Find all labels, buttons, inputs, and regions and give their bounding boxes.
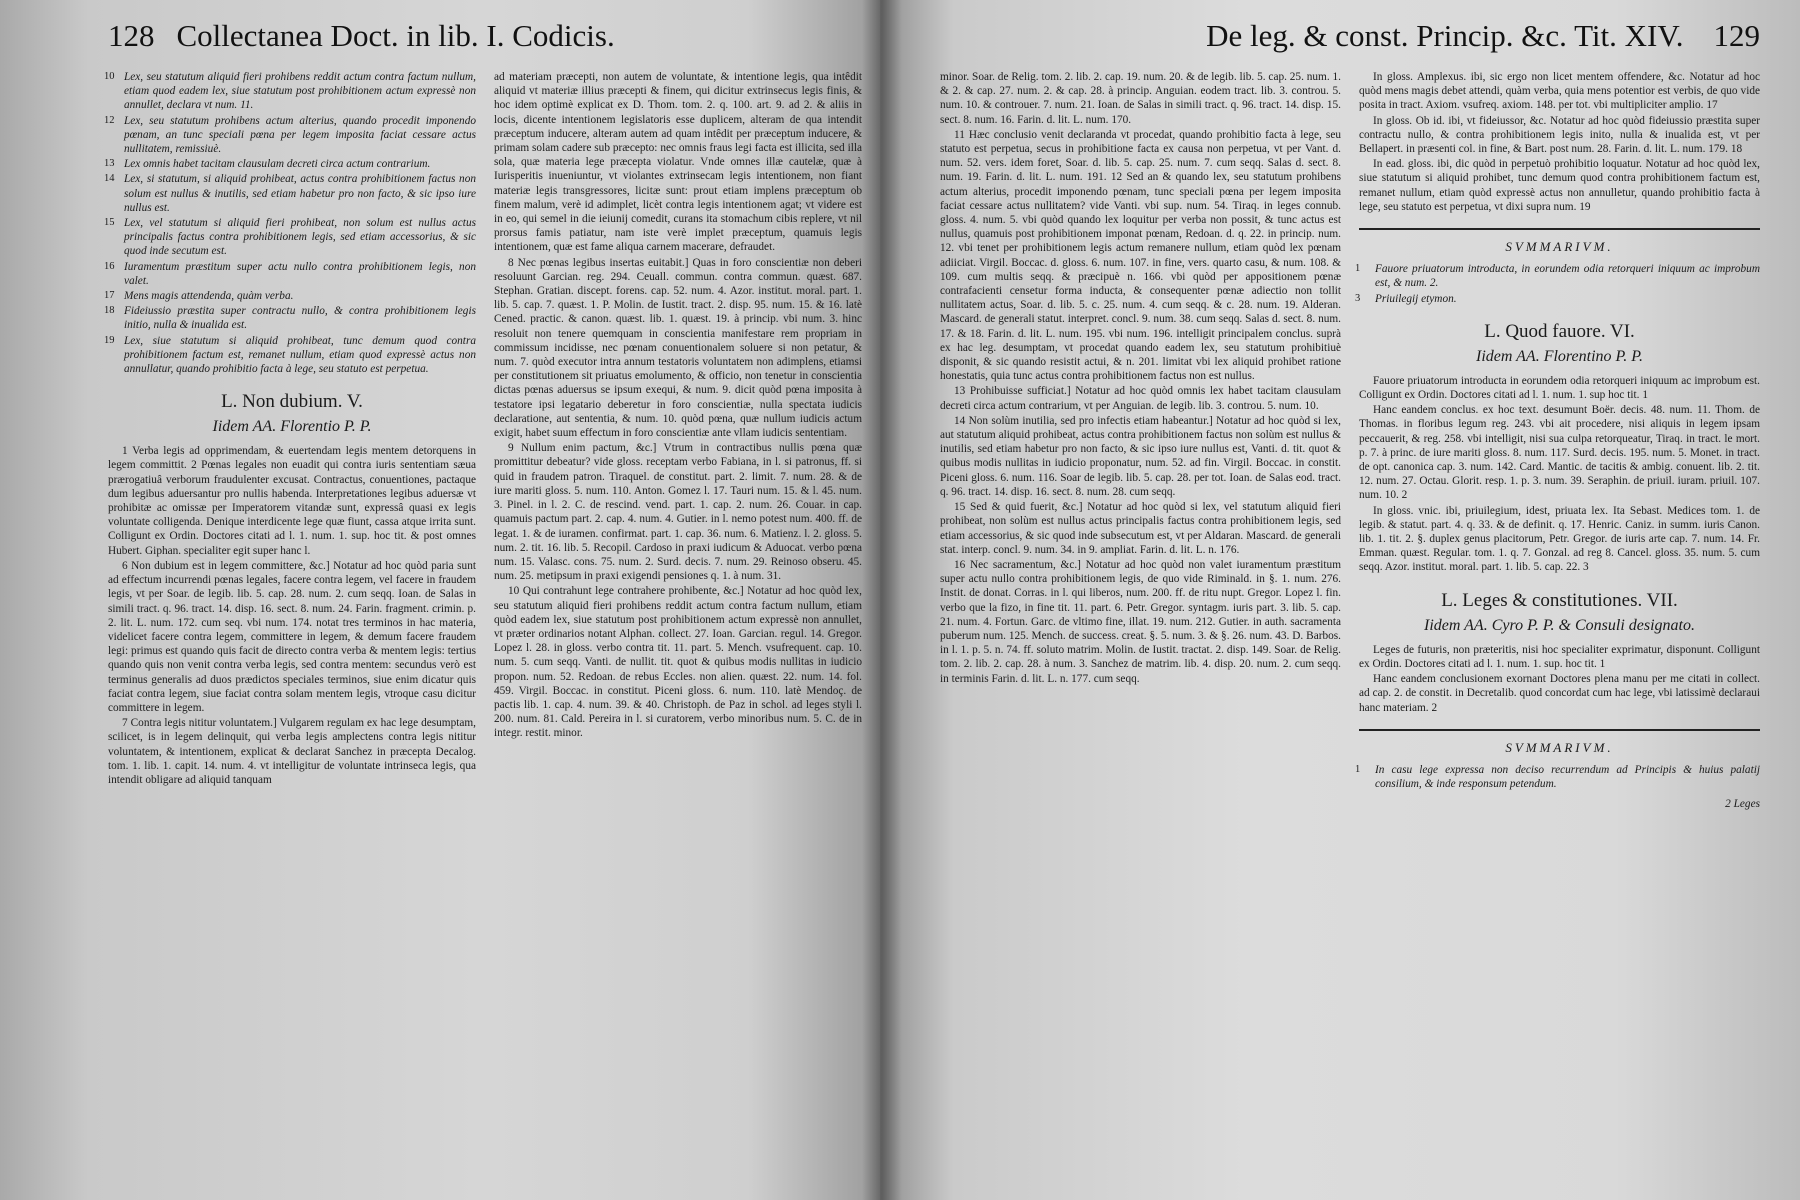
- summary-item: [104, 289, 476, 303]
- summary-item: [104, 260, 476, 288]
- summarium-heading: SVMMARIVM.: [1359, 729, 1760, 755]
- summary-number: 1: [1355, 263, 1361, 275]
- commentary-paragraph: Leges de futuris, non præteritis, nisi hoc specialiter exprimatur, disponunt. Colligunt ex Ordin. Doctores citati ad l. 1. num. 1. sup. hoc tit. 1: [1359, 643, 1760, 670]
- summary-text: Lex, seu statutum prohibens actum alterius, quando procedit imponendo pœnam, an tunc speciali pœna per legem imposita faciat cessare actus nullitatem, remissiuè.: [124, 114, 476, 156]
- summary-number: 16: [104, 260, 115, 272]
- summary-number: 10: [104, 71, 115, 82]
- left-running-title: Collectanea Doct. in lib. I. Codicis.: [176, 18, 615, 53]
- column-3: [940, 70, 1341, 812]
- summary-item: [104, 157, 476, 171]
- summary-text: In casu lege expressa non deciso recurrendum ad Principis & huius palatij consilium, & inde responsum petendum.: [1375, 763, 1760, 791]
- commentary-paragraph: 6 Non dubium est in legem committere, &c.] Notatur ad hoc quòd paria sunt ad effectum incurrendi pœnas legales, facere contra legem, vel facere in fraudem legis, vt per Soar. de legib. lib. 5. cap. 28. num. 2. cum seqq. Ioan. de Salas in simili tract. q. 96. tract. 14. disp. 16. sect. 8. num. 24. Farin. fragment. crimin. p. 2. lit. L. num. 172. cum seq. vbi num. 174. notat tres terminos in hac materia, videlicet facere contra legem, committere in legem, & demum facere fraudem legi: primus est quando quis facit de directo contra verba & mentem legis: tertius quando quis non venit contra verba legis, sed contra mentem: secundus verò est terminus generalis ad duos prædictos speciales terminos, siue enim dicatur quis faciat contra legem, siue faciat contra solam mentem legis, vtroque casu dicitur committere in legem.: [108, 559, 476, 714]
- summary-number: 18: [104, 305, 115, 317]
- commentary-paragraph: In gloss. vnic. ibi, priuilegium, idest, priuata lex. Ita Sebast. Medices tom. 1. de legib. & statut. part. 4. q. 33. & de definit. q. 17. Henric. Caniz. in summ. iuris Canon. lib. 1. tit. 2. §. duplex genus placitorum, Petr. Gregor. de iuris arte cap. 7. num. 14. Fr. Emman. quæst. Regular. tom. 1. q. 7. Gonzal. ad reg 8. Cancel. gloss. 35. num. 5. cum seqq. Azor. institut. moral. part. 1. lib. 5. cap. 22. 3: [1359, 504, 1760, 574]
- summary-number: 12: [104, 114, 115, 126]
- commentary-paragraph: 1 Verba legis ad opprimendam, & euertendam legis mentem detorquens in legem committit. 2 Pœnas legales non euadit qui contra iuris sententiam sæua prærogatiuâ verborum fraudulenter excusat. Contractus, conuentiones, pactaque dum legibus aduersantur pro nullis habenda. Interpretationes legibus aduersæ vt prohibitæ ac omissæ per Imperatorem vitandæ sunt, expressâ quasi ex legis voluntate colligenda. Denique interdicente lege quæ fiunt, cassa atque irrita sunt. Colligunt ex Ordin. Doctores citati ad l. 1. num. 1. sup. hoc tit. & post omnes Hubert. Giphan. specialiter egit super hanc l.: [108, 445, 476, 557]
- right-page-number: 129: [1713, 18, 1760, 53]
- law-title-v: L. Non dubium. V.: [221, 391, 363, 413]
- commentary-paragraph: 10 Qui contrahunt lege contrahere prohibente, &c.] Notatur ad hoc quòd lex, seu statutum aliquid fieri prohibens reddit actum contra factum nullum, etiam quòd eadem lex, siue statutum post prohibitionem actum expressè non annullet, vt præter ordinarios notant Alphan. collect. 27. Ioan. Garcian. regul. 14. Gregor. Lopez l. 28. in gloss. verbo contra tit. 11. part. 5. Mench. vsufrequent. cap. 10. num. 5. cum seqq. Vanti. de nullit. tit. quot & quibus modis nullitas in iudicio propon. num. 52. Redoan. de rebus Eccles. non alien. quæst. 22. num. 14. fol. 459. Virgil. Boccac. in constitut. Piceni gloss. 6. num. 110. latè Mendoç. de pactis lib. 1. cap. 4. num. 39. & 40. Christoph. de Paz in schol. ad leges styli l. 200. num. 81. Cald. Pereira in l. si curatorem, verbo minoribus num. 5. C. de in integr. restit. minor.: [494, 585, 862, 740]
- commentary-paragraph: 16 Nec sacramentum, &c.] Notatur ad hoc quòd non valet iuramentum præstitum super actu nullo contra prohibitionem legis, de quo vide Riminald. in §. 1. num. 276. Instit. de donat. Corras. in l. qui liberos, num. 200. ff. de ritu nupt. Gregor. Lopez l. fin. verbo que la fizo, in fine tit. 11. part. 6. Petr. Gregor. syntagm. iuris part. 3. lib. 5. cap. 21. num. 4. Fortun. Garc. de vltimo fine, illat. 19. num. 212. Gutier. in auth. sacramenta puberum num. 125. Mench. de success. creat. §. 5. num. 3. & §. 26. num. 43. D. Barbos. in l. 1. p. 5. n. 74. ff. soluto matrim. Molin. de Iustit. tractat. 2. disp. 149. Soar. de Relig. tom. 2. lib. 2. cap. 28. à num. 3. Sanchez de matrim. lib. 4. disp. 20. num. 2. cum seqq. in terminis Farin. d. lit. L. n. 177. cum seqq.: [940, 558, 1341, 685]
- right-columns: [940, 70, 1760, 812]
- gloss-paragraph: In ead. gloss. ibi, dic quòd in perpetuò prohibitio loquatur. Notatur ad hoc quòd lex, siue statutum si aliquid prohibet, tunc demum quod contra prohibitionem factum est, remanet nullum, etiam quòd expressè actus non annulletur, quando prohibitio facta à lege, seu statuto est perpetua, vt dixi supra num. 19: [1359, 158, 1760, 213]
- commentary-paragraph: 14 Non solùm inutilia, sed pro infectis etiam habeantur.] Notatur ad hoc quòd si lex, aut statutum aliquid prohibeat, actus contra prohibitionem factus non solùm est nullus & inutilis, sed etiam habetur pro non facto, & sic ipso iure nullus est, Vanti. d. tit. quot & quibus modis nullitas in iudicio proponatur, num. 52. ad fin. Virgil. Boccac. in constit. Piceni gloss. 6. num. 116. Soar de legib. lib. 5. cap. 28. per tot. Ioan. de Salas eod. tract. q. 96. tract. 14. disp. 16. sect. 8. num. 28. cum seqq.: [940, 414, 1341, 498]
- summary-item: [1355, 292, 1760, 306]
- commentary-paragraph: Fauore priuatorum introducta in eorundem odia retorqueri iniquum ac improbum est. Colligunt ex Ordin. Doctores citati ad l. 1. num. 1. sup hoc tit. 1: [1359, 374, 1760, 402]
- summary-item: [104, 114, 476, 157]
- summarium-heading: SVMMARIVM.: [1359, 228, 1760, 254]
- commentary-paragraph: 11 Hæc conclusio venit declaranda vt procedat, quando prohibitio facta à lege, seu statuto est perpetua, secus in prohibitione facta ex causa non perpetua, vt per Vant. d. num. 52. vers. idem foret, Soar. d. lib. 5. cap. 25. num. 7. cum seqq. Salas d. sect. 8. num. 19. Farin. d. lit. L. num. 191. 12 Sed an & quando lex, seu statutum prohibens actum alterius, procedit imponendo pœnam, tunc speciali pœna per legem imposita faciat cessare actus nullitatem? vide Vanti. vbi sup. num. 54. Tiraq. in leges connub. gloss. 4. num. 5. vbi quòd quando lex loquitur per verba non possit, & tunc actus est nullus, quamuis post prohibitionem imponat pœnam, Redoan. d. q. 22. in princip. num. 12. vbi tenet per prohibitionem legis actum remanere nullum, etiam quòd lex pœnam adiiciat. Virgil. Boccac. d. gloss. 6. num. 107. in fine, vers. quarto casu, & num. 108. & 109. cum multis seqq. & præcipuè n. 166. vbi quòd per appositionem pœnæ contrafacienti censetur forma inducta, & consequenter pœnæ adiectio non tollit nullitatem actus, Soar. d. lib. 5. c. 25. num. 4. cum seqq. & c. 28. num. 19. Alderan. Mascard. de generali statut. interpret. concl. 9. num. 38. cum seqq. Salas d. sect. 8. num. 17. & 18. Farin. d. lit. L. num. 195. vbi num. 196. intelligit principalem conclus. suprà ex hac leg. desumptam, vt procedat quando eadem lex, seu statutum prohibitiuè disponit, & sic quando resistit actui, & n. 201. limitat vbi lex aliquid prohibet ratione honestatis, quia tunc actus contra prohibitionem factus non est nullus.: [940, 128, 1341, 383]
- summary-item: [1355, 262, 1760, 290]
- commentary-paragraph: 9 Nullum enim pactum, &c.] Vtrum in contractibus nullis pœna quæ promittitur debeatur? vide gloss. receptam verbo Fabiana, in l. si patronus, ff. si quid in fraudem patron. Tiraquel. de constitut. part. 2. limit. 7. num. 28. & de iure mariti gloss. 5. num. 110. Anton. Gomez l. 17. Tauri num. 15. & l. 45. num. 3. Pinel. in l. 2. C. de rescind. vend. part. 1. cap. 2. num. 26. Couar. in cap. quamuis pactum part. 2. cap. 4. num. 4. Gutier. in l. nemo potest num. 400. ff. de legat. 1. & de iuramen. confirmat. part. 1. cap. 36. num. 6. Matienz. l. 2. gloss. 5. num. 2. tit. 16. lib. 5. Recopil. Cardoso in praxi iudicum & Aduocat. verbo pœna num. 15. Valasc. cons. 75. num. 2. Surd. decis. 7. num. 29. Reinoso obseru. 45. num. 25. metipsum in praxi exigendi pensiones q. 1. à num. 31.: [494, 442, 862, 583]
- law-title-vi: L. Quod fauore. VI.: [1484, 320, 1635, 342]
- commentary-paragraph: Hanc eandem conclusionem exornant Doctores plena manu per me citati in collect. ad cap. 2. de constit. in Decretalib. quod concordat cum hac lege, vbi latissimè declaraui hanc materiam. 2: [1359, 673, 1760, 714]
- summary-number: 14: [104, 173, 115, 185]
- law-addressees-v: Iidem AA. Florentio P. P.: [212, 418, 372, 436]
- summary-text: Fideiussio præstita super contractu nullo, & contra prohibitionem legis initio, nulla & inualida est.: [124, 305, 476, 332]
- summary-text: Lex omnis habet tacitam clausulam decreti circa actum contrarium.: [124, 158, 431, 171]
- summary-item: [104, 334, 476, 377]
- catchword: 2 Leges: [1725, 798, 1760, 811]
- law-addressees-vi: Iidem AA. Florentino P. P.: [1476, 347, 1643, 365]
- summary-text: Mens magis attendenda, quàm verba.: [124, 290, 294, 303]
- summary-number: 3: [1355, 292, 1361, 304]
- summary-item: [104, 216, 476, 259]
- left-page: [0, 0, 880, 1200]
- commentary-paragraph: minor. Soar. de Relig. tom. 2. lib. 2. cap. 19. num. 20. & de legib. lib. 5. cap. 25. num. 1. & 2. & cap. 27. num. 2. & cap. 28. à princip. Anguian. eodem tract. lib. 3. controu. 5. num. 10. & controuer. 7. num. 21. Ioan. de Salas in simili tract. q. 96. tract. 14. disp. 15. sect. 8. num. 16. Farin. d. lit. L. num. 170.: [940, 71, 1341, 126]
- left-page-number: 128: [108, 18, 155, 53]
- summary-text: Lex, seu statutum aliquid fieri prohibens reddit actum contra factum nullum, etiam quod eadem lex, siue statutum post prohibitionem actum expressè non annullet, declara vt num. 11.: [124, 71, 476, 112]
- commentary-paragraph: 13 Prohibuisse sufficiat.] Notatur ad hoc quòd omnis lex habet tacitam clausulam decreti circa actum contrarium, vt per Anguian. de legib. lib. 3. controu. 5. num. 10.: [940, 385, 1341, 412]
- summary-text: Fauore priuatorum introducta, in eorundem odia retorqueri iniquum ac improbum est, & num. 2.: [1375, 263, 1760, 290]
- left-columns: [104, 70, 862, 788]
- commentary-paragraph: 15 Sed & quid fuerit, &c.] Notatur ad hoc quòd si lex, vel statutum aliquid fieri prohibeat, non solùm est nullus actus principalis factus contra prohibitionem legis, sed etiam accessorius, & sic quod inde subsecutum est, vt per Aldaran. Mascard. de generali stat. interp. concl. 9. num. 34. in 9. ampliat. Farin. d. lit. L. n. 176.: [940, 501, 1341, 556]
- summary-item: [104, 172, 476, 215]
- column-4: [1355, 70, 1760, 812]
- summary-text: Lex, siue statutum si aliquid prohibeat, tunc demum quod contra prohibitionem factum est, remanet nullum, etiam quod expressè actus non annullatur, quando prohibitio facta à lege, seu statuto est perpetua.: [124, 334, 476, 376]
- right-running-title: De leg. & const. Princip. &c. Tit. XIV.: [1206, 18, 1684, 53]
- summary-number: 19: [104, 334, 115, 346]
- column-1: [104, 70, 476, 788]
- gloss-paragraph: In gloss. Amplexus. ibi, sic ergo non licet mentem offendere, &c. Notatur ad hoc quòd mens magis debet attendi, quàm verba, quia mens potentior est verbis, de quo vide posita in tract. Axiom. vsufreq. axiom. 148. per tot. vbi multipliciter amplio. 17: [1359, 71, 1760, 112]
- summary-number: 13: [104, 158, 115, 170]
- summary-text: Iuramentum præstitum super actu nullo contra prohibitionem legis, non valet.: [124, 260, 476, 287]
- summary-item: [104, 70, 476, 113]
- commentary-paragraph: Hanc eandem conclus. ex hoc text. desumunt Boër. decis. 48. num. 11. Thom. de Thomas. in floribus legum reg. 243. vbi ait procedere, nisi aliquis in legem ipsam peccauerit, & reg. 258. vbi intelligit, nisi sua culpa retorqueatur, Tiraq. in tract. le mort. p. 7. à princ. de iure mariti gloss. 8. num. 117. Surd. decis. 195. num. 5. Monet. in tract. de opt. canonica cap. 3. num. 142. Card. Mantic. de tacitis & ambig. conuent. lib. 2. tit. 12. num. 27. Octau. Glorit. resp. 1. p. 3. num. 39. Seraphin. de priuil. iuram. priuil. 107. num. 10. 2: [1359, 404, 1760, 502]
- summary-text: Lex, vel statutum si aliquid fieri prohibeat, non solum est nullus actus principalis factus contra prohibitionem legis, sed etiam accessorius, & sic quod inde secutum est.: [124, 217, 476, 258]
- commentary-paragraph: 7 Contra legis nititur voluntatem.] Vulgarem regulam ex hac lege desumptam, scilicet, is in legem delinquit, qui verba legis amplectens contra legis nititur voluntatem, & intentionem, explicat & declarat Sanchez in præcepta Decalog. tom. 1. lib. 1. capit. 14. num. 4. vt intelligitur de voluntate intrinseca legis, qua intendit obligare ad aliquid tanquam: [108, 717, 476, 786]
- summary-list: [104, 70, 476, 376]
- commentary-paragraph: 8 Nec pœnas legibus insertas euitabit.] Quas in foro conscientiæ non deberi resoluunt Garcian. reg. 294. Ceuall. commun. contra commun. quæst. 687. Stephan. Gratian. discept. forens. cap. 52. num. 4. Azor. institut. moral. part. 1. lib. 5. cap. 7. quæst. 1. P. Molin. de Iustit. tract. 2. disp. 95. num. 15. & 16. latè Cened. practic. & canon. quæst. lib. 1. quæst. 19. à princip. vbi num. 3. hinc resoluit non tenere quemquam in conscientia manifestare rem propriam in commissum incidisse, nec pœnam conuentionalem soluere si non petatur, & num. 7. quòd executor intra annum testatoris voluntatem non adimplens, etiamsi per constitutionem sit priuatus emolumento, & officio, non tenetur in conscientia dictas pœnas aduersus se ipsum exequi, & num. 9. dicit quòd pœna imposita à testatore ipsi legatario deberetur in foro conscientiæ, nulla spectata iudicis declaratione, aut sententia, & num. 10. quòd pœna, quæ nullum iudicis actum exigit, habet suum effectum in foro conscientiæ ante vllam iudicis sententiam.: [494, 256, 862, 440]
- right-page: [880, 0, 1800, 1200]
- summary-number: 1: [1355, 763, 1361, 775]
- law-addressees-vii: Iidem AA. Cyro P. P. & Consuli designato.: [1424, 616, 1695, 634]
- summary-item: [104, 304, 476, 332]
- column-2: [494, 70, 862, 788]
- summary-text: Priuilegij etymon.: [1375, 292, 1457, 305]
- summary-number: 15: [104, 217, 115, 229]
- summary-item: [1355, 763, 1760, 791]
- commentary-paragraph: ad materiam præcepti, non autem de voluntate, & intentione legis, qua intêdit aliquid vt materiæ illius præcepti & finem, qui dicitur extrinsecus legis finis, & hoc idem optimè explicat ex D. Thom. tom. 2. q. 100. art. 9. ad 2. & aliis in locis, dicente intentionem legislatoris esse duplicem, alteram de qua intendit præceptum inducere, alteram autem ad quam intêdit per præceptum inducere, & primam solam cadere sub præcepto: nec omnis fraus legi facta est illicita, sed illa sola, quæ materia lege præcepta violatur. Vnde omnes illæ cautelæ, quæ à Iurisperitis inueniuntur, vt violantes extrinsecam legis intentionem, non fiant materiæ legis transgressores, licitæ sunt: prout etiam implens præceptum ob finem malum, verè id adimplet, licèt contra legis intentionem agat; vt videre est in eo, qui semel in die ieiunij comedit, curans ita stomachum cibis replere, vt nil prorsus famis patiatur, nam iste verè implet præceptum, quamuis legis intentionem, quæ est fame aliqua carnem macerare, defraudet.: [494, 71, 862, 254]
- right-running-head: [940, 18, 1760, 64]
- left-running-head: [108, 18, 862, 64]
- law-title-vii: L. Leges & constitutiones. VII.: [1441, 589, 1678, 611]
- summary-text: Lex, si statutum, si aliquid prohibeat, actus contra prohibitionem factus non solum est nullus & inutilis, sed etiam habetur pro non facto, & sic ipso iure nullus est.: [124, 173, 476, 214]
- gloss-paragraph: In gloss. Ob id. ibi, vt fideiussor, &c. Notatur ad hoc quòd fideiussio præstita super contractu nullo, & contra prohibitionem legis inito, nulla & inualida est, vt per Bellapert. in præsenti col. in fine, & Bart. post num. 28. Farin. d. lit. L. num. 179. 18: [1359, 114, 1760, 156]
- summary-number: 17: [104, 290, 115, 302]
